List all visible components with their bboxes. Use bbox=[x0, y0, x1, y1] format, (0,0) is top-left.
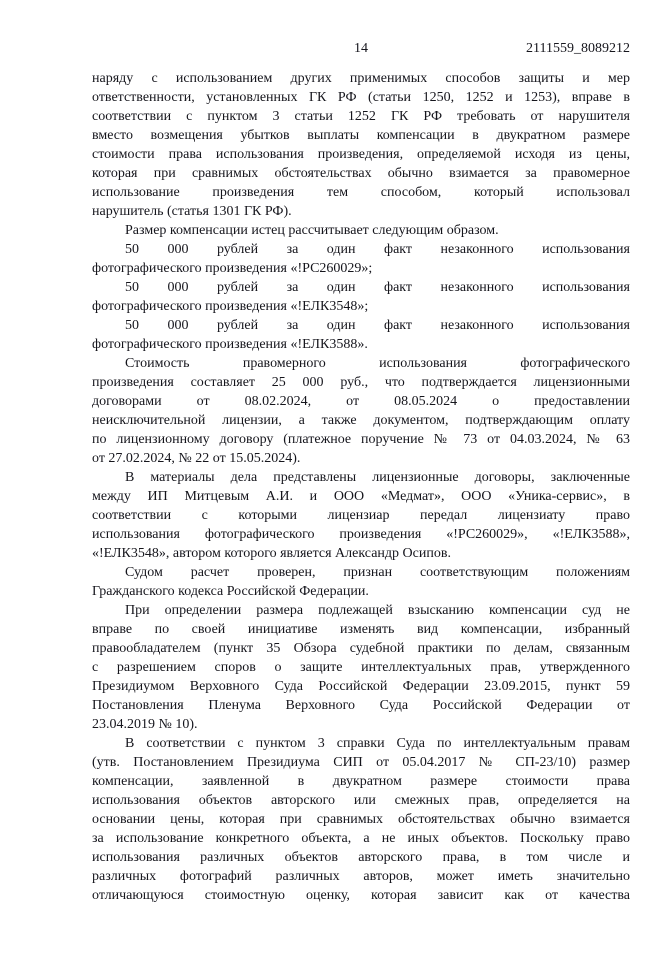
page-header bbox=[92, 40, 630, 57]
text-line: Размер компенсации истец рассчитывает следующим образом. bbox=[125, 223, 499, 238]
text-line: за использование конкретного объекта, а не иных объектов. Поскольку право bbox=[92, 831, 630, 846]
paragraph bbox=[92, 468, 630, 563]
paragraph bbox=[92, 354, 630, 468]
paragraph bbox=[92, 240, 630, 278]
text-line: Гражданского кодекса Российской Федерации. bbox=[92, 584, 369, 599]
case-number: 2111559_8089212 bbox=[526, 41, 630, 56]
paragraph bbox=[92, 221, 630, 240]
text-line: соответствии с которыми лицензиар передал лицензиату право bbox=[92, 508, 630, 523]
text-line: 50 000 рублей за один факт незаконного использования bbox=[125, 242, 630, 257]
text-line: Стоимость правомерного использования фотографического bbox=[125, 356, 630, 371]
text-line: 50 000 рублей за один факт незаконного использования bbox=[125, 318, 630, 333]
text-line: (утв. Постановлением Президиума СИП от 05.04.2017 № СП-23/10) размер bbox=[92, 755, 630, 770]
text-line: фотографического произведения «!РС260029»; bbox=[92, 261, 373, 276]
text-line: основании цены, которая при сравнимых обстоятельствах обычно взимается bbox=[92, 812, 630, 827]
text-line: нарушитель (статья 1301 ГК РФ). bbox=[92, 204, 292, 219]
text-line: произведения составляет 25 000 руб., что подтверждается лицензионными bbox=[92, 375, 630, 390]
text-line: между ИП Митцевым А.И. и ООО «Медмат», ООО «Уника-сервис», в bbox=[92, 489, 630, 504]
text-line: которая при сравнимых обстоятельствах обычно взимается за правомерное bbox=[92, 166, 630, 181]
text-line: правообладателем (пункт 35 Обзора судебной практики по делам, связанным bbox=[92, 641, 630, 656]
paragraph bbox=[92, 734, 630, 905]
text-line: договорами от 08.02.2024, от 08.05.2024 о предоставлении bbox=[92, 394, 630, 409]
text-line: В материалы дела представлены лицензионные договоры, заключенные bbox=[125, 470, 630, 485]
text-line: использования объектов авторского или смежных прав, определяется на bbox=[92, 793, 630, 808]
document-body bbox=[92, 69, 630, 905]
paragraph bbox=[92, 601, 630, 734]
page-number: 14 bbox=[354, 41, 368, 56]
text-line: с разрешением споров о защите интеллектуальных прав, утвержденного bbox=[92, 660, 630, 675]
text-line: отличающуюся стоимостную оценку, которая зависит как от качества bbox=[92, 888, 630, 903]
paragraph bbox=[92, 69, 630, 221]
paragraph bbox=[92, 316, 630, 354]
text-line: использования фотографического произведения «!РС260029», «!ЕЛК3588», bbox=[92, 527, 630, 542]
text-line: Судом расчет проверен, признан соответствующим положениям bbox=[125, 565, 630, 580]
text-line: фотографического произведения «!ЕЛК3548»; bbox=[92, 299, 369, 314]
text-line: фотографического произведения «!ЕЛК3588». bbox=[92, 337, 368, 352]
text-line: стоимости права использования произведения, определяемой исходя из цены, bbox=[92, 147, 630, 162]
text-line: неисключительной лицензии, а также документом, подтверждающим оплату bbox=[92, 413, 630, 428]
text-line: вместо возмещения убытков выплаты компенсации в двукратном размере bbox=[92, 128, 630, 143]
paragraph bbox=[92, 563, 630, 601]
paragraph bbox=[92, 278, 630, 316]
text-line: по лицензионному договору (платежное поручение № 73 от 04.03.2024, № 63 bbox=[92, 432, 630, 447]
text-line: В соответствии с пунктом 3 справки Суда по интеллектуальным правам bbox=[125, 736, 630, 751]
text-line: «!ЕЛК3548», автором которого является Александр Осипов. bbox=[92, 546, 451, 561]
text-line: 50 000 рублей за один факт незаконного использования bbox=[125, 280, 630, 295]
text-line: При определении размера подлежащей взысканию компенсации суд не bbox=[125, 603, 630, 618]
text-line: Постановления Пленума Верховного Суда Российской Федерации от bbox=[92, 698, 630, 713]
text-line: ответственности, установленных ГК РФ (статьи 1250, 1252 и 1253), вправе в bbox=[92, 90, 630, 105]
text-line: Президиумом Верховного Суда Российской Федерации 23.09.2015, пункт 59 bbox=[92, 679, 630, 694]
text-line: компенсации, заявленной в двукратном размере стоимости права bbox=[92, 774, 630, 789]
text-line: использования различных объектов авторского права, в том числе и bbox=[92, 850, 630, 865]
text-line: вправе по своей инициативе изменять вид компенсации, избранный bbox=[92, 622, 630, 637]
text-line: различных фотографий различных авторов, может иметь значительно bbox=[92, 869, 630, 884]
text-line: 23.04.2019 № 10). bbox=[92, 717, 198, 732]
text-line: от 27.02.2024, № 22 от 15.05.2024). bbox=[92, 451, 301, 466]
text-line: использование произведения тем способом, который использовал bbox=[92, 185, 630, 200]
text-line: наряду с использованием других применимых способов защиты и мер bbox=[92, 71, 630, 86]
text-line: соответствии с пунктом 3 статьи 1252 ГК РФ требовать от нарушителя bbox=[92, 109, 630, 124]
